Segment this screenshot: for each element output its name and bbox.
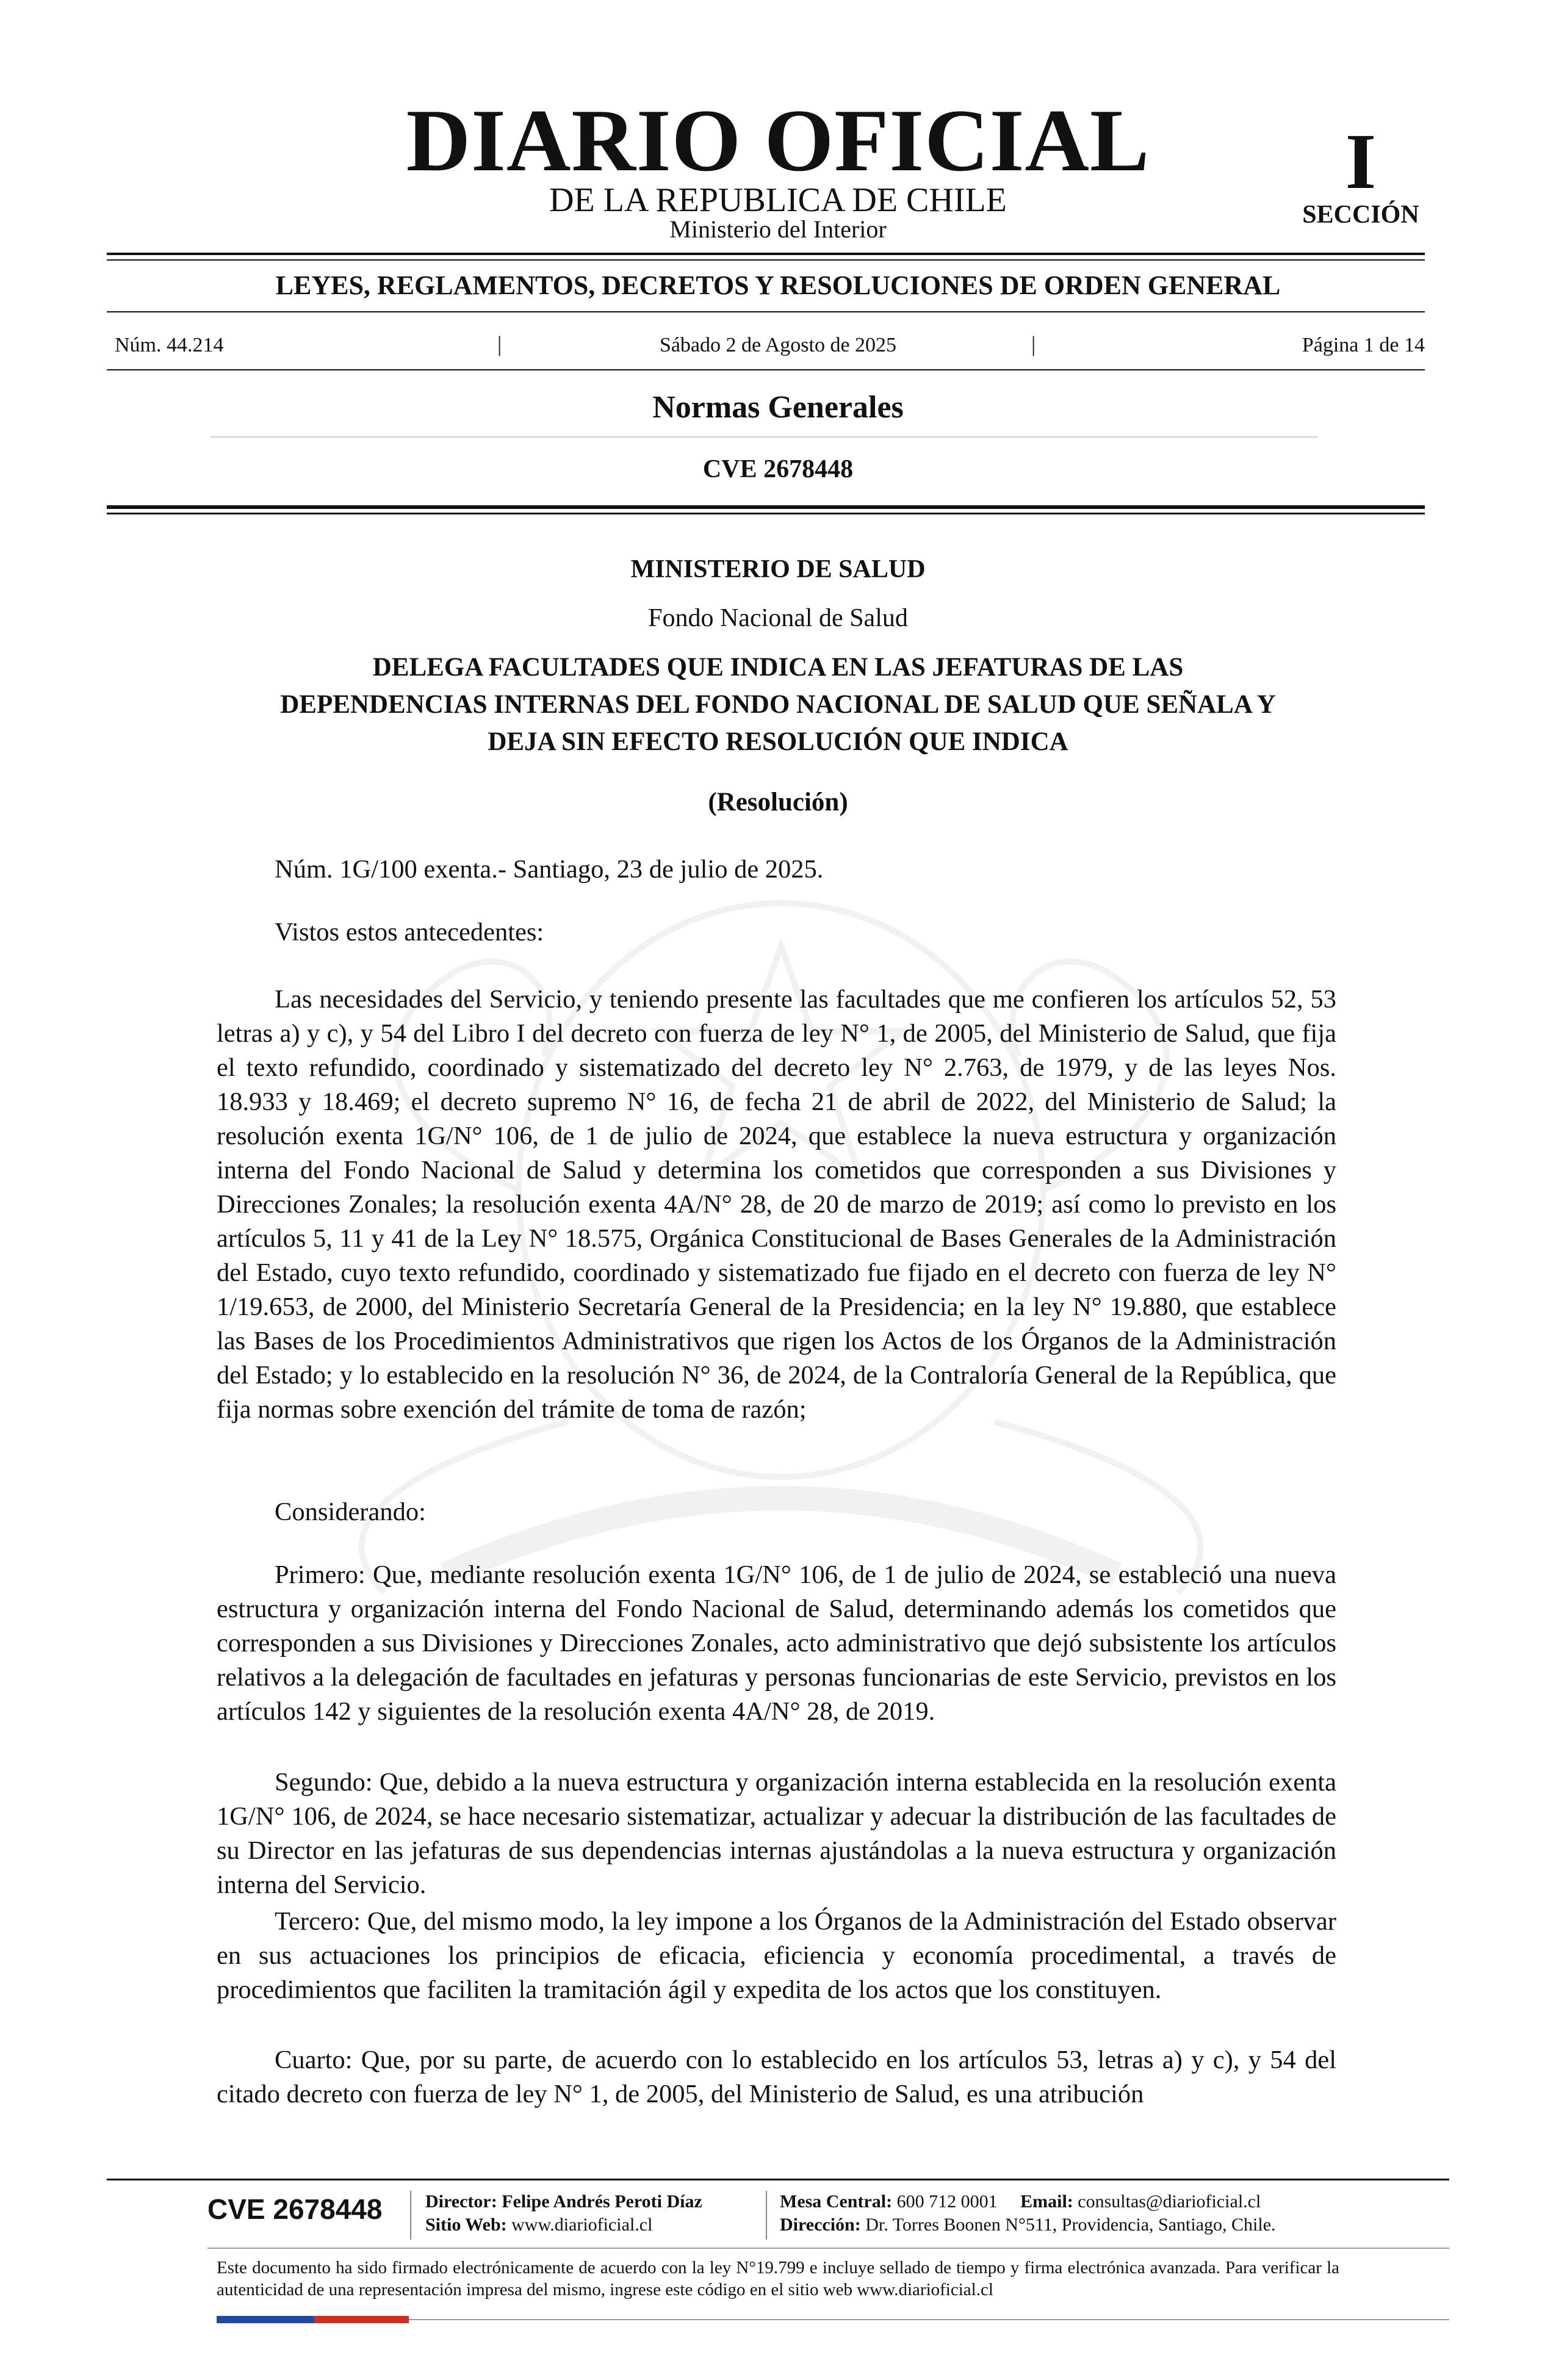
category-rule (107, 311, 1425, 312)
page-indicator: Página 1 de 14 (1302, 334, 1425, 356)
considerando-primero: Primero: Que, mediante resolución exenta 1G/N° 106, de 1 de julio de 2024, se estableció una nueva estructura y organización interna del Fondo Nacional de Salud, determinando además los cometidos que corresponden a sus Divisiones y Direcciones Zonales, acto administrativo que dejó subsistente los artículos relativos a la delegación de facultades en jefaturas y personas funcionarias de este Servicio, previstos en los artículos 142 y siguientes de la resolución exenta 4A/N° 28, de 2019. (217, 1560, 1336, 1726)
footer-divider (410, 2191, 411, 2240)
header-bottom-rule-thin (107, 513, 1425, 514)
newspaper-subtitle: DE LA REPUBLICA DE CHILE (549, 181, 1007, 219)
footer-contact (780, 2190, 1261, 2213)
footer-address (780, 2213, 1276, 2237)
resolution-title-line: DELEGA FACULTADES QUE INDICA EN LAS JEFATURAS DE LAS (372, 653, 1184, 682)
address-label: Dirección: (780, 2215, 861, 2235)
edition-date: Sábado 2 de Agosto de 2025 (659, 334, 897, 356)
address-value: Dr. Torres Boonen N°511, Providencia, Santiago, Chile. (865, 2215, 1276, 2235)
issuing-ministry: MINISTERIO DE SALUD (630, 555, 926, 583)
website-label: Sitio Web: (425, 2215, 507, 2235)
cve-code: CVE 2678448 (702, 455, 854, 483)
section-number: I (1345, 118, 1377, 206)
edition-separator: | (497, 332, 502, 356)
considerando-segundo: Segundo: Que, debido a la nueva estructura y organización interna establecida en la resolución exenta 1G/N° 106, de 2024, se hace necesario sistematizar, actualizar y adecuar la distribución de las facultades de su Director en las jefaturas de sus dependencias internas ajustándolas a la nueva estructura y organización interna del Servicio. (217, 1768, 1336, 1899)
signature-note: Este documento ha sido firmado electrónicamente de acuerdo con la ley N°19.799 e incluye sellado de tiempo y firma electrónica avanzada. Para verificar la autenticidad de una representación impresa del mismo, ingrese este código en el sitio web www.diarioficial.cl (217, 2258, 1339, 2299)
section-label: SECCIÓN (1302, 201, 1419, 229)
footer-website (425, 2213, 652, 2237)
header-bottom-rule (107, 505, 1425, 509)
vistos-paragraph: Las necesidades del Servicio, y teniendo presente las facultades que me confieren los artículos 52, 53 letras a) y c), y 54 del Libro I del decreto con fuerza de ley N° 1, de 2005, del Ministerio de Salud, que fija el texto refundido, coordinado y sistematizado del decreto ley N° 2.763, de 1979, y de las leyes Nos. 18.933 y 18.469; el decreto supremo N° 16, de fecha 21 de abril de 2022, del Ministerio de Salud; la resolución exenta 1G/N° 106, de 1 de julio de 2024, que establece la nueva estructura y organización interna del Fondo Nacional de Salud y determina los cometidos que corresponden a sus Divisiones y Direcciones Zonales; la resolución exenta 4A/N° 28, de 20 de marzo de 2019; así como lo previsto en los artículos 5, 11 y 41 de la Ley N° 18.575, Orgánica Constitucional de Bases Generales de la Administración del Estado, cuyo texto refundido, coordinado y sistematizado fue fijado en el decreto con fuerza de ley N° 1/19.653, de 2000, del Ministerio Secretaría General de la Presidencia; en la ley N° 19.880, que establece las Bases de los Procedimientos Administrativos que rigen los Actos de los Órganos de la Administración del Estado; y lo establecido en la resolución N° 36, de 2024, de la Contraloría General de la República, que fija normas sobre exención del trámite de toma de razón; (217, 985, 1336, 1424)
masthead-rule-thin (107, 259, 1425, 261)
vistos-heading: Vistos estos antecedentes: (275, 918, 544, 947)
section-divider (211, 436, 1318, 438)
edition-number: Núm. 44.214 (115, 334, 224, 356)
email-link[interactable]: consultas@diarioficial.cl (1078, 2191, 1261, 2212)
resolution-title-line: DEJA SIN EFECTO RESOLUCIÓN QUE INDICA (488, 727, 1068, 756)
footer-bottom-rule (409, 2319, 1449, 2320)
flag-bar-blue (217, 2316, 314, 2323)
masthead-rule (107, 253, 1425, 255)
footer-director (425, 2190, 702, 2213)
website-link[interactable]: www.diarioficial.cl (511, 2215, 653, 2235)
category-heading: LEYES, REGLAMENTOS, DECRETOS Y RESOLUCIONES DE ORDEN GENERAL (275, 270, 1281, 300)
email-label: Email: (1020, 2191, 1073, 2212)
resolution-title (183, 649, 1373, 760)
phone-label: Mesa Central: (780, 2191, 893, 2212)
edition-separator: | (1031, 332, 1036, 356)
document-type: (Resolución) (708, 788, 848, 817)
resolution-title-line: DEPENDENCIAS INTERNAS DEL FONDO NACIONAL DE SALUD QUE SEÑALA Y (280, 690, 1276, 719)
flag-bar-red (314, 2316, 409, 2323)
considerando-heading: Considerando: (275, 1498, 426, 1526)
phone-number: 600 712 0001 (896, 2191, 998, 2212)
masthead-ministry: Ministerio del Interior (669, 215, 887, 243)
considerando-cuarto: Cuarto: Que, por su parte, de acuerdo con lo establecido en los artículos 53, letras a) y c), y 54 del citado decreto con fuerza de ley N° 1, de 2005, del Ministerio de Salud, es una atribución (217, 2046, 1336, 2108)
director-label: Director: (425, 2191, 497, 2212)
issuing-agency: Fondo Nacional de Salud (648, 604, 908, 632)
edition-rule (107, 369, 1425, 370)
footer-rule-thin (207, 2248, 1449, 2249)
footer-cve-code: CVE 2678448 (207, 2193, 383, 2225)
footer-rule (107, 2179, 1449, 2180)
section-heading: Normas Generales (652, 390, 904, 425)
footer-divider (766, 2191, 767, 2240)
newspaper-title: DIARIO OFICIAL (406, 91, 1150, 190)
considerando-tercero: Tercero: Que, del mismo modo, la ley impone a los Órganos de la Administración del Estado observar en sus actuaciones los principios de eficacia, eficiencia y economía procedimental, a través de procedimientos que faciliten la tramitación ágil y expedita de los actos que los constituyen. (217, 1907, 1336, 2004)
director-name: Felipe Andrés Peroti Díaz (502, 2191, 702, 2212)
resolution-number-line: Núm. 1G/100 exenta.- Santiago, 23 de julio de 2025. (275, 855, 824, 884)
